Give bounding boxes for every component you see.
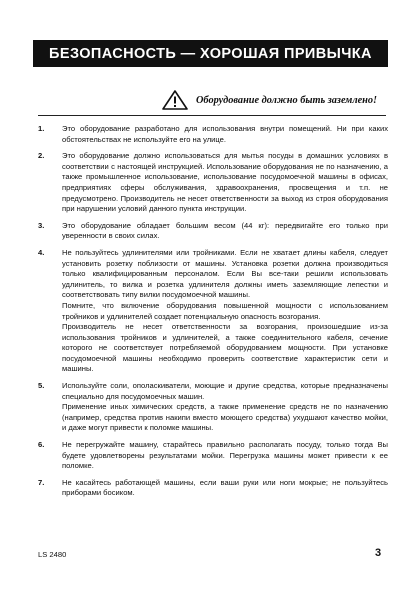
list-item-body bbox=[62, 248, 388, 375]
list-item-number: 1. bbox=[38, 124, 45, 133]
list-item-number: 7. bbox=[38, 477, 45, 487]
list-item-paragraph: Это оборудование разработано для использования внутри помещений. Ни при каких обстоятельствах не используйте его на улице. bbox=[62, 124, 388, 144]
list-item-paragraph: Не пользуйтесь удлинителями или тройниками. Если не хватает длины кабеля, следует установить розетку поблизости от машины. Установка розетки должна производиться только квалифицированным персоналом. Если Вы все-таки решили использовать удлинитель, то вилка и розетка удлинителя должны иметь заземляющие лепестки и соответствовать типу вилки посудомоечной машины. bbox=[62, 247, 388, 300]
list-item-number: 2. bbox=[38, 151, 45, 161]
list-item-paragraph: Применение иных химических средств, а также применение средств не по назначению (например, средства против накипи вместо моющего средства) ухудшают качество мойки, и даже могут привести к поломке машины. bbox=[62, 402, 388, 433]
list-item-body bbox=[62, 478, 388, 499]
list-item bbox=[38, 151, 388, 215]
page-title-bar bbox=[33, 40, 388, 67]
warning-text: Оборудование должно быть заземлено! bbox=[196, 94, 378, 106]
list-item-number: 5. bbox=[38, 381, 45, 391]
page-number: 3 bbox=[375, 547, 382, 559]
page-title: БЕЗОПАСНОСТЬ — ХОРОШАЯ ПРИВЫЧКА bbox=[49, 45, 372, 62]
divider-line bbox=[38, 115, 386, 116]
list-item-number: 4. bbox=[38, 247, 45, 257]
safety-list bbox=[38, 124, 388, 505]
list-item-paragraph: Это оборудование обладает большим весом (44 кг): передвигайте его только при уверенности в своих силах. bbox=[62, 220, 388, 241]
model-number: LS 2480 bbox=[38, 550, 67, 559]
list-item bbox=[38, 124, 388, 145]
list-item-paragraph: Помните, что включение оборудования повышенной мощности с использованием тройников и удлинителей создает потенциальную опасность возгорания. bbox=[62, 300, 388, 321]
list-item-paragraph: Не перегружайте машину, старайтесь правильно располагать посуду, только тогда Вы будете удовлетворены результатами мойки. Перегрузка машины может привести к ее поломке. bbox=[62, 440, 388, 471]
list-item-paragraph: Это оборудование должно использоваться для мытья посуды в домашних условиях в соответствии с настоящей инструкцией. Использование оборудования не по назначению, а также промышленное использование, использование посудомоечной машины в офисах, предприятиях сферы обслуживания, здравоохранения, просвещения и т.п. не предусмотрено. Производитель не несет ответственности за выход из строя оборудования при нарушении условий данного пункта инструкции. bbox=[62, 151, 388, 214]
list-item-body bbox=[62, 440, 388, 472]
list-item bbox=[38, 248, 388, 375]
list-item-paragraph: Производитель не несет ответственности за возгорания, произошедшие из-за использования тройников и удлинителей, а также соединительного кабеля, сечение которого не соответствует потребляемой оборудованием мощности. При установке посудомоечной машины необходимо проверить соответствие характеристик сети и машины. bbox=[62, 322, 388, 374]
list-item-body bbox=[62, 381, 388, 434]
list-item-paragraph: Не касайтесь работающей машины, если ваши руки или ноги мокрые; не пользуйтесь приборами босиком. bbox=[62, 477, 388, 498]
list-item-number: 3. bbox=[38, 220, 45, 230]
list-item-body bbox=[62, 151, 388, 215]
list-item bbox=[38, 381, 388, 434]
list-item-body bbox=[62, 124, 388, 145]
list-item-body bbox=[62, 221, 388, 242]
list-item-number: 6. bbox=[38, 440, 45, 450]
grounding-warning bbox=[162, 90, 387, 110]
warning-triangle-icon bbox=[162, 90, 188, 110]
list-item bbox=[38, 221, 388, 242]
list-item bbox=[38, 440, 388, 472]
list-item bbox=[38, 478, 388, 499]
list-item-paragraph: Используйте соли, ополаскиватели, моющие и другие средства, которые предназначены специально для посудомоечных машин. bbox=[62, 381, 388, 401]
